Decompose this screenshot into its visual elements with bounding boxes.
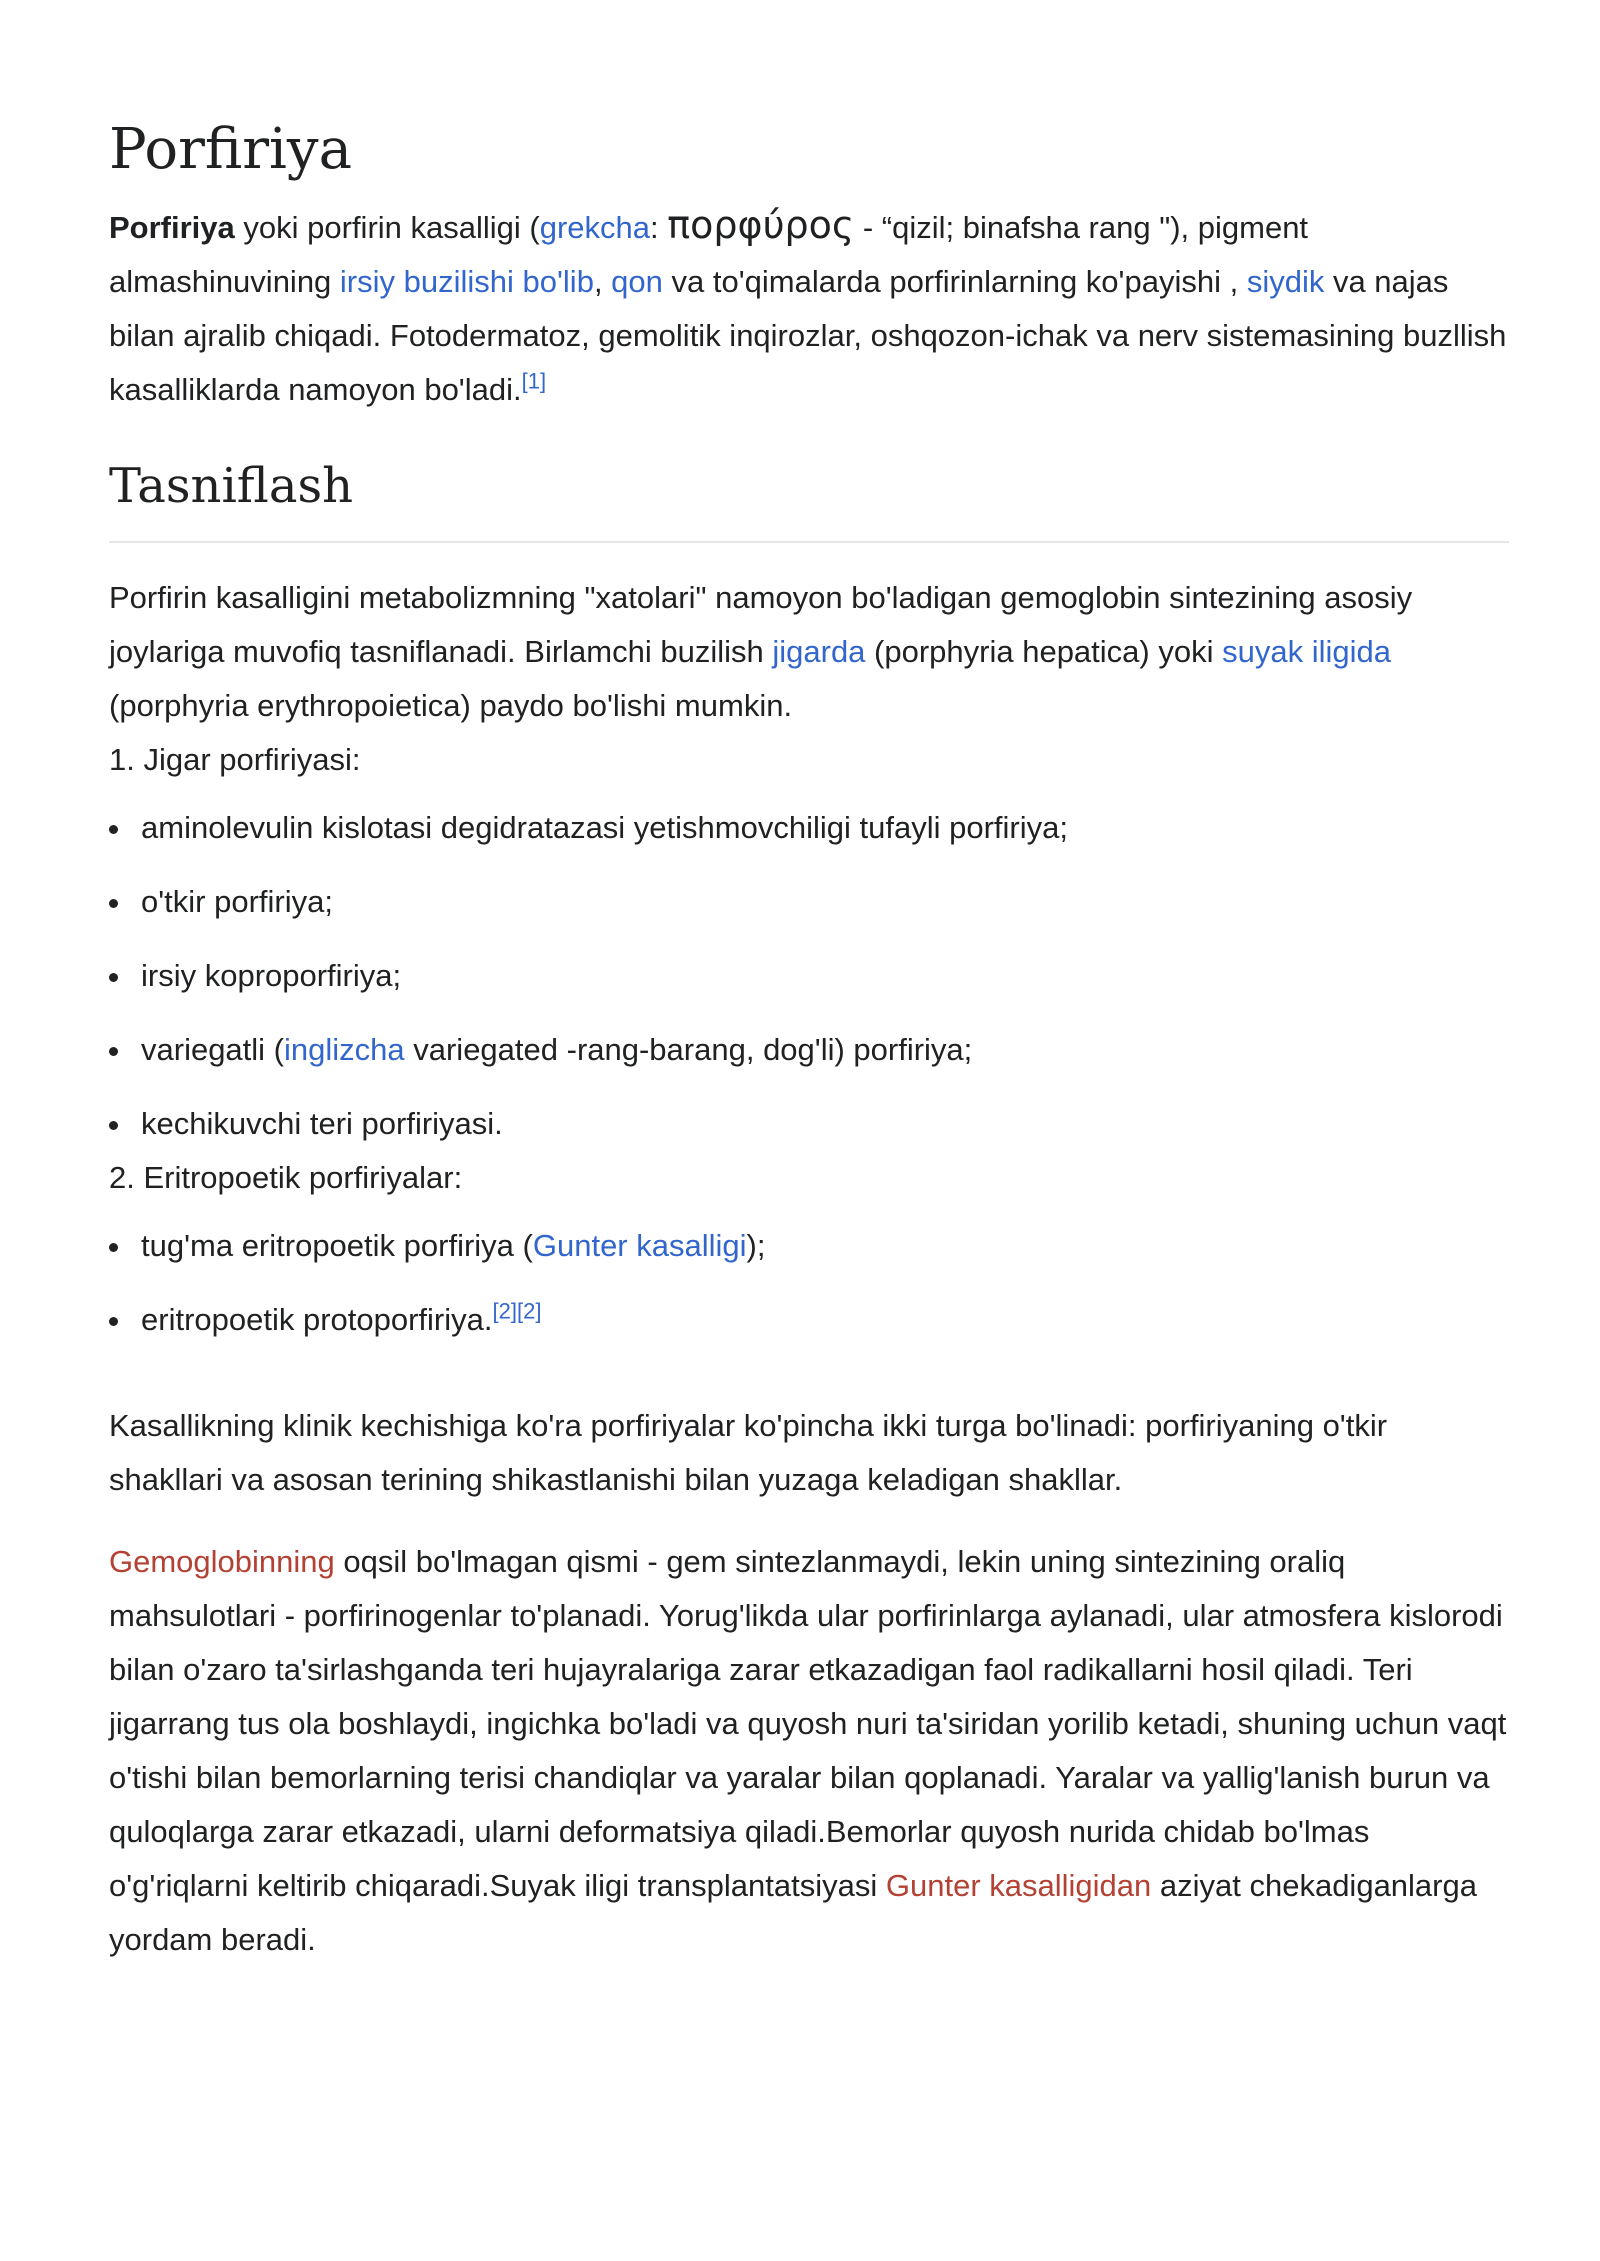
patho-text-2: aziyat chekadiganlarga yordam beradi. (109, 1868, 1477, 1957)
reference-1-link[interactable]: [1] (521, 368, 547, 394)
reference-1[interactable] (522, 369, 546, 394)
item-text: eritropoetik protoporfiriya. (141, 1302, 493, 1337)
group-1-list (109, 801, 1509, 1151)
intro-bold-term: Porfiriya (109, 210, 235, 245)
item-text: variegated -rang-barang, dog'li) porfiriya; (404, 1032, 973, 1067)
intro-text-4: , (593, 264, 612, 299)
list-item (109, 1219, 1509, 1273)
list-item: irsiy koproporfiriya; (109, 949, 1509, 1003)
group-2-list (109, 1219, 1509, 1347)
item-text: tug'ma eritropoetik porfiriya ( (141, 1228, 533, 1263)
intro-text-3: - “qizil; binafsha rang "), pigment almashinuvining (109, 210, 1309, 299)
link-irsiy-buzilishi[interactable]: irsiy buzilishi bo'lib (339, 264, 594, 299)
patho-text-1: oqsil bo'lmagan qismi - gem sintezlanmaydi, lekin uning sintezining oraliq mahsulotlari - porfirinogenlar to'planadi. Yorug'likda ular porfirinlarga aylanadi, ular atmosfera kislorodi bilan o'zaro ta'sirlashganda teri hujayralariga zarar etkazadigan faol radikallarni hosil qiladi. Teri jigarrang tus ola boshlaydi, ingichka bo'ladi va quyosh nuri ta'siridan yorilib ketadi, shuning uchun vaqt o'tishi bilan bemorlarning terisi chandiqlar va yaralar bilan qoplanadi. Yaralar va yallig'lanish burun va quloqlarga zarar etkazadi, ularni deformatsiya qiladi.Bemorlar quyosh nurida chidab bo'lmas o'g'riqlarni keltirib chiqaradi.Suyak iligi transplantatsiyasi (109, 1544, 1507, 1903)
class-text-2: (porphyria hepatica) yoki (865, 634, 1223, 669)
intro-text-6: va najas bilan ajralib chiqadi. Fotodermatoz, gemolitik inqirozlar, oshqozon-ichak va nerv sistemasining buzllish kasalliklarda namoyon bo'ladi. (109, 264, 1507, 407)
intro-text-1: yoki porfirin kasalligi ( (234, 210, 540, 245)
list-item (109, 1023, 1509, 1077)
link-gemoglobinning[interactable]: Gemoglobinning (109, 1544, 335, 1579)
section-heading-tasniflash: Tasniflash (109, 453, 1509, 543)
list-item (109, 1293, 1509, 1347)
intro-text-2: : (650, 210, 668, 245)
item-text: ); (746, 1228, 766, 1263)
link-qon[interactable]: qon (611, 264, 663, 299)
classification-paragraph (109, 571, 1509, 733)
link-siydik[interactable]: siydik (1246, 264, 1325, 299)
link-suyak-iligida[interactable]: suyak iligida (1222, 634, 1391, 669)
reference-2[interactable] (493, 1299, 542, 1324)
group-2-title: 2. Eritropoetik porfiriyalar: (109, 1160, 463, 1195)
link-inglizcha[interactable]: inglizcha (284, 1032, 405, 1067)
link-gunter-kasalligi[interactable]: Gunter kasalligi (532, 1228, 747, 1263)
reference-2-link[interactable]: [2] (492, 1298, 517, 1324)
page-title: Porfiriya (109, 117, 352, 182)
class-text-1: Porfirin kasalligini metabolizmning "xatolari" namoyon bo'ladigan gemoglobin sintezining asosiy joylariga muvofiq tasniflanadi. Birlamchi buzilish (109, 580, 1413, 669)
reference-2b-link[interactable]: [2] (516, 1298, 542, 1324)
list-item: o'tkir porfiriya; (109, 875, 1509, 929)
clinical-paragraph: Kasallikning klinik kechishiga ko'ra porfiriyalar ko'pincha ikki turga bo'linadi: porfiriyaning o'tkir shakllari va asosan terining shikastlanishi bilan yuzaga keladigan shakllar. (109, 1408, 1388, 1497)
link-gunter-kasalligidan[interactable]: Gunter kasalligidan (885, 1868, 1152, 1903)
list-item: kechikuvchi teri porfiriyasi. (109, 1097, 1509, 1151)
link-jigarda[interactable]: jigarda (772, 634, 866, 669)
list-item: aminolevulin kislotasi degidratazasi yetishmovchiligi tufayli porfiriya; (109, 801, 1509, 855)
pathogenesis-paragraph (109, 1535, 1509, 1967)
item-text: variegatli ( (141, 1032, 284, 1067)
intro-text-5: va to'qimalarda porfirinlarning ko'payishi , (662, 264, 1247, 299)
intro-paragraph (109, 198, 1509, 417)
group-1-title: 1. Jigar porfiriyasi: (109, 742, 361, 777)
class-text-3: (porphyria erythropoietica) paydo bo'lishi mumkin. (109, 688, 793, 723)
link-grekcha[interactable]: grekcha (539, 210, 651, 245)
greek-word: πορφύρος (667, 203, 855, 247)
article (109, 110, 1509, 1967)
